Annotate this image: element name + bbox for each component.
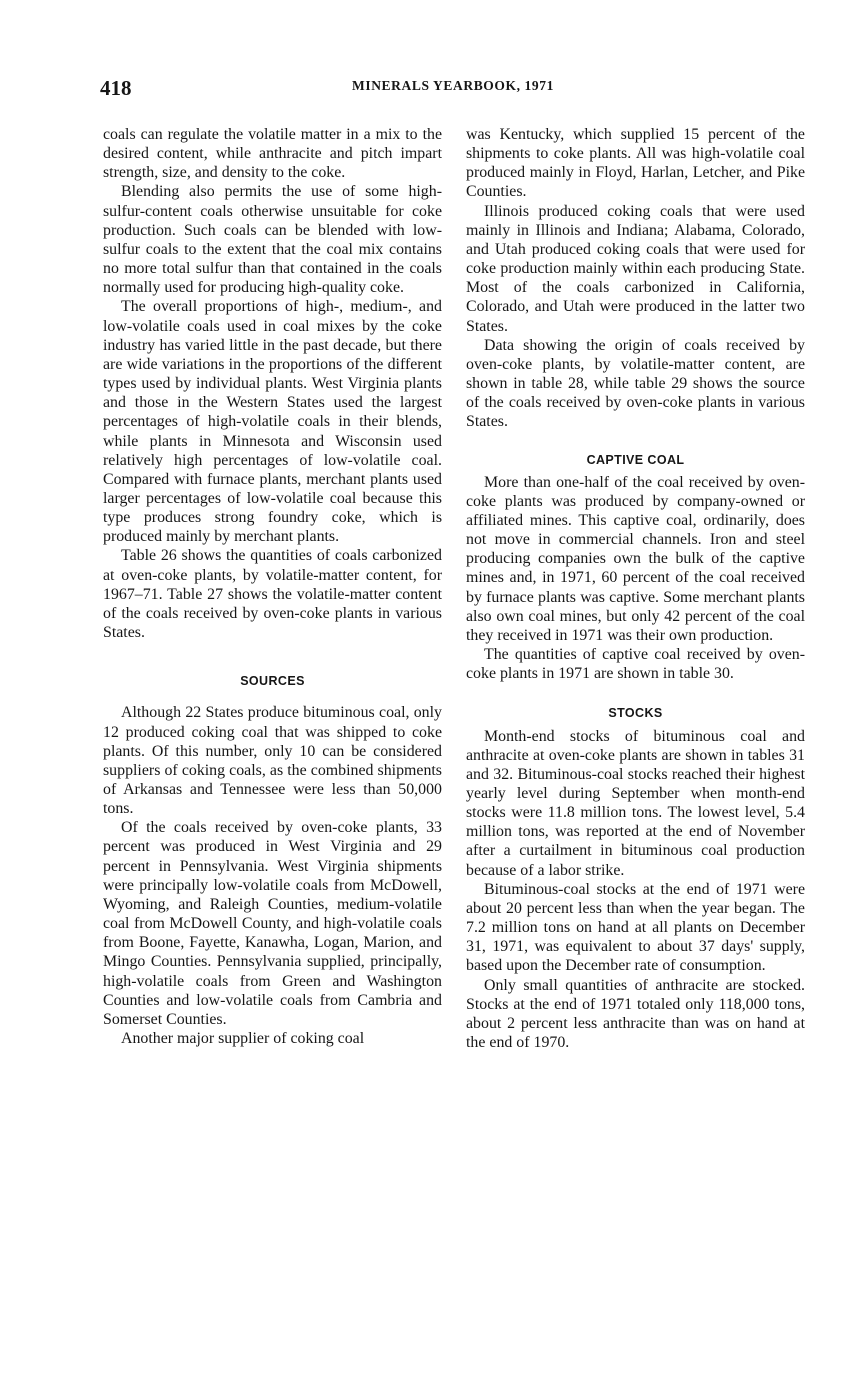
right-column [466, 125, 805, 1052]
running-title: MINERALS YEARBOOK, 1971 [352, 78, 554, 93]
paragraph: More than one-half of the coal received by oven-coke plants was produced by company-owned or affiliated mines. This captive coal, ordinarily, does not move in commercial channels. Iron and steel producing companies own the bulk of the captive mines and, in 1971, 60 percent of the coal received by furnace plants was captive. Some merchant plants also own coal mines, but only 42 percent of the coal they received in 1971 was their own production. [466, 473, 805, 644]
paragraph: Of the coals received by oven-coke plants, 33 percent was produced in West Virginia and 29 percent in Pennsylvania. West Virginia shipments were principally low-volatile coals from McDowell, Wyoming, and Raleigh Counties, medium-volatile coal from McDowell County, and high-volatile coals from Boone, Fayette, Kanawha, Logan, Marion, and Mingo Counties. Pennsylvania supplied, principally, high-volatile coals from Green and Washington Counties and low-volatile coals from Cambria and Somerset Counties. [103, 819, 442, 1028]
paragraph: Month-end stocks of bituminous coal and anthracite at oven-coke plants are shown in tables 31 and 32. Bituminous-coal stocks reached their highest yearly level during September when month-end stocks were 11.8 million tons. The lowest level, 5.4 million tons, was reported at the end of November after a curtailment in bituminous coal production because of a labor strike. [466, 727, 805, 879]
section-heading-captive-coal: CAPTIVE COAL [586, 452, 685, 467]
left-column [103, 125, 442, 1048]
paragraph: Only small quantities of anthracite are stocked. Stocks at the end of 1971 totaled only 118,000 tons, about 2 percent less anthracite than was on hand at the end of 1970. [466, 976, 805, 1052]
section-heading-stocks: STOCKS [608, 706, 663, 721]
paragraph: Bituminous-coal stocks at the end of 1971 were about 20 percent less than when the year began. The 7.2 million tons on hand at all plants on December 31, 1971, was equivalent to about 37 days' supply, based upon the December rate of consumption. [466, 880, 805, 975]
paragraph: The quantities of captive coal received by oven-coke plants in 1971 are shown in table 30. [466, 646, 805, 683]
paragraph: Although 22 States produce bituminous coal, only 12 produced coking coal that was shipped to coke plants. Of this number, only 10 can be considered suppliers of coking coals, as the combined shipments of Arkansas and Tennessee were less than 50,000 tons. [103, 704, 442, 818]
paragraph: Data showing the origin of coals received by oven-coke plants, by volatile-matter content, are shown in table 28, while table 29 shows the source of the coals received by oven-coke plants in various States. [466, 336, 805, 431]
paragraph: Another major supplier of coking coal [121, 1030, 365, 1048]
paragraph: was Kentucky, which supplied 15 percent of the shipments to coke plants. All was high-volatile coal produced mainly in Floyd, Harlan, Letcher, and Pike Counties. [466, 126, 805, 201]
paragraph: Illinois produced coking coals that were used mainly in Illinois and Indiana; Alabama, Colorado, and Utah produced coking coals that were used for coke production mainly within each producing State. Most of the coals carbonized in California, Colorado, and Utah were produced in the latter two States. [466, 202, 805, 335]
page-header [100, 72, 806, 102]
section-heading-sources: SOURCES [240, 674, 305, 689]
paragraph: coals can regulate the volatile matter in a mix to the desired content, while anthracite and pitch impart strength, size, and density to the coke. [103, 126, 442, 182]
paragraph: Table 26 shows the quantities of coals carbonized at oven-coke plants, by volatile-matter content, for 1967–71. Table 27 shows the volatile-matter content of the coals received by oven-coke plants in various States. [103, 547, 442, 642]
page-number: 418 [100, 76, 132, 100]
paragraph: The overall proportions of high-, medium-, and low-volatile coals used in coal mixes by the coke industry has varied little in the past decade, but there are wide variations in the proportions of the different types used by individual plants. West Virginia plants and those in the Western States used the largest percentages of high-volatile coals in their blends, while plants in Minnesota and Wisconsin used relatively high percentages of low-volatile coal. Compared with furnace plants, merchant plants used larger percentages of low-volatile coal because this type produces strong foundry coke, which is produced mainly by merchant plants. [103, 298, 442, 546]
paragraph: Blending also permits the use of some high-sulfur-content coals otherwise unsuitable for coke production. Such coals can be blended with low-sulfur coals to the extent that the coal mix contains no more total sulfur than that contained in the coals normally used for producing high-quality coke. [103, 183, 442, 297]
